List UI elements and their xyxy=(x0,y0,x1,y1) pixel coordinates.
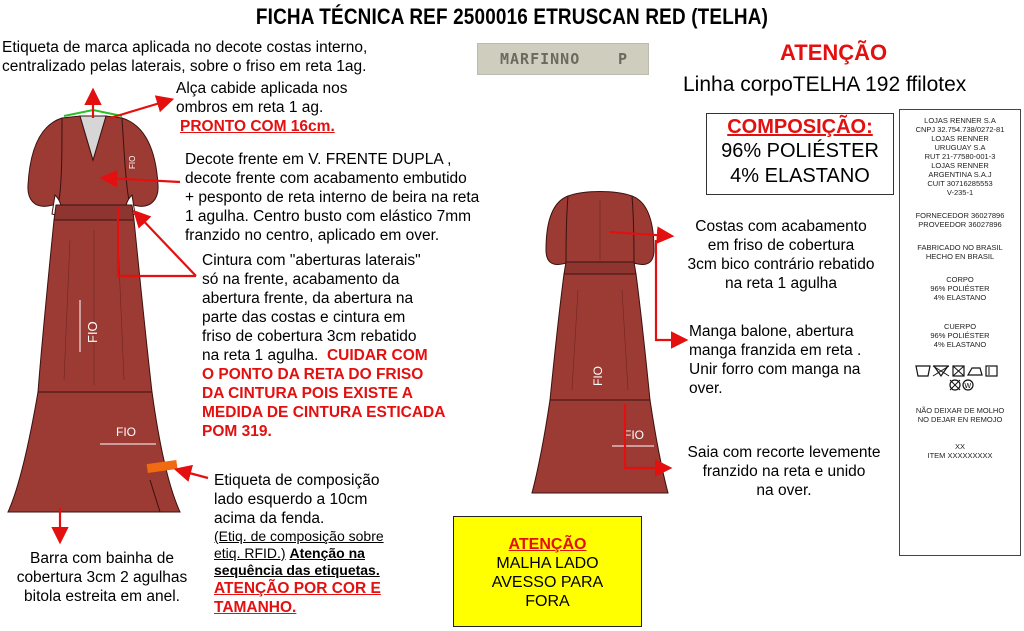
sleeve-note: Manga balone, abertura manga franzida em reta . Unir forro com manga na over. xyxy=(689,323,862,397)
waist-note: Cintura com "aberturas laterais" só na frente, acabamento da abertura frente, da abertura na parte das costas e cintura em friso de cobertura 3cm rebatido na reta 1 agulha. CUIDAR COM O PONTO DA RETA DO FRISO DA CINTURA POIS EXISTE A MEDIDA DE CINTURA ESTICADA POM 319. xyxy=(202,252,446,440)
fio-label-back-horizontal: FIO xyxy=(624,428,644,442)
front-skirt-upper xyxy=(38,220,152,392)
hem-note: Barra com bainha de cobertura 3cm 2 agulhas bitola estreita em anel. xyxy=(16,550,188,605)
front-dress-illustration xyxy=(8,110,180,512)
back-note: Costas com acabamento em friso de cobertura 3cm bico contrário rebatido na reta 1 agulha xyxy=(687,218,875,292)
brand-label-note: Etiqueta de marca aplicada no decote costas interno, centralizado pelas laterais, sobre o friso em reta 1ag. xyxy=(2,39,368,75)
hanger-strap-note: Alça cabide aplicada nos ombros em reta 1 ag. PRONTO COM 16cm. xyxy=(176,80,348,135)
care-label: LOJAS RENNER S.A CNPJ 32.754.738/0272-81 LOJAS RENNER URUGUAY S.A RUT 21-77580-001-3 LOJAS RENNER ARGENTINA S.A.J CUIT 30716285553 V-235-1 FORNECEDOR 36027896 PROVEEDOR 36027896 FABRICADO NO BRASIL HECHO EN BRASIL CORPO 96% POLIÉSTER 4% ELASTANO CUERPO 96% POLIÉSTER 4% ELASTANO W NÃO DEIXAR DE MOLHO NO DEJAR EN REMOJO XX ITEM XXXXXXXXX xyxy=(899,109,1021,556)
fabric-side-warning-box: ATENÇÃO MALHA LADO AVESSO PARA FORA xyxy=(453,516,642,627)
skirt-note: Saia com recorte levemente franzido na reta e unido na over. xyxy=(687,444,881,499)
page-title: FICHA TÉCNICA REF 2500016 ETRUSCAN RED (TELHA) xyxy=(255,4,769,29)
back-dress-illustration xyxy=(532,192,668,494)
attention-header: ATENÇÃO xyxy=(780,40,888,65)
composition-label-note: Etiqueta de composição lado esquerdo a 10cm acima da fenda. (Etiq. de composição sobre etiq. RFID.) Atenção na sequência das etiquetas. ATENÇÃO POR COR E TAMANHO. xyxy=(214,472,384,616)
fio-label-back-vertical: FIO xyxy=(591,366,605,386)
svg-text:W: W xyxy=(964,383,973,390)
brand-tag-image: MARFINNO P xyxy=(477,43,649,75)
thread-line: Linha corpoTELHA 192 ffilotex xyxy=(683,73,967,96)
front-waistband xyxy=(54,205,134,220)
fio-label-sleeve: FIO xyxy=(128,155,137,169)
fio-label-front-vertical: FIO xyxy=(85,321,100,343)
back-waistband xyxy=(564,262,636,274)
fio-label-front-horizontal: FIO xyxy=(116,425,136,439)
neckline-note: Decote frente em V. FRENTE DUPLA , decote frente com acabamento embutido + pesponto de reta interno de beira na reta 1 agulha. Centro busto com elástico 7mm franzido no centro, aplicado em over. xyxy=(185,151,480,244)
composition-box: COMPOSIÇÃO: 96% POLIÉSTER 4% ELASTANO xyxy=(706,113,894,195)
